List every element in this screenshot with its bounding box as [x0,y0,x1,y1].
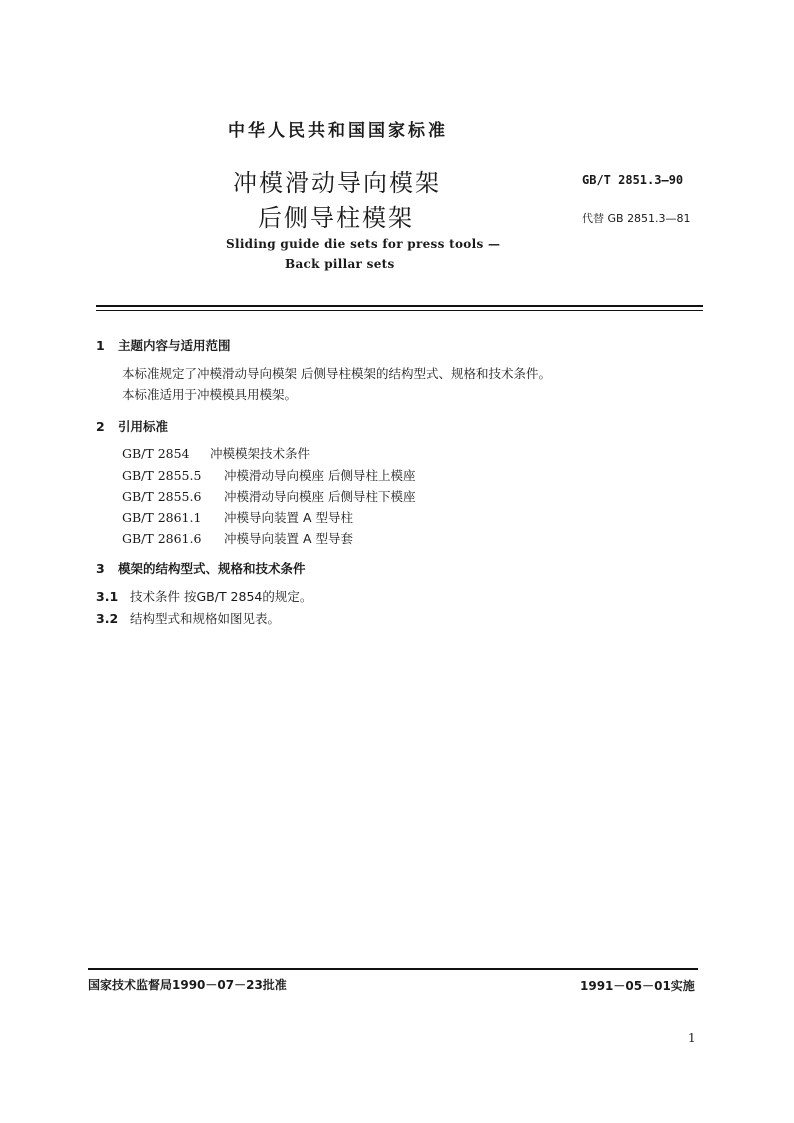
standard-number: GB/T 2851.3—90 [582,173,684,187]
page-number: 1 [688,1031,696,1045]
approval-date: 国家技术监督局1990－07－23批准 [88,978,287,992]
reference-item [122,487,415,505]
reference-code: GB/T 2855.5 [122,468,202,483]
header-divider-thick [96,305,703,307]
reference-item [122,529,353,547]
section-title: 模架的结构型式、规格和技术条件 [118,561,306,576]
reference-code: GB/T 2861.1 [122,510,202,525]
reference-item [122,466,415,484]
subsection-number: 3.2 [96,611,119,626]
reference-item [122,508,353,526]
reference-code: GB/T 2854 [122,446,190,461]
header-divider-thin [96,310,703,311]
reference-title: 冲模模架技术条件 [210,446,311,461]
section-number: 3 [96,561,105,576]
reference-title: 冲模滑动导向模座 后侧导柱上模座 [224,468,416,483]
section-title: 主题内容与适用范围 [118,338,231,353]
subsection-3-2 [96,609,280,627]
reference-title: 冲模滑动导向模座 后侧导柱下模座 [224,489,416,504]
replaces-standard: 代替 GB 2851.3—81 [582,212,691,225]
reference-title: 冲模导向装置 A 型导套 [224,531,353,546]
reference-item [122,444,310,462]
effective-date: 1991－05－01实施 [580,979,695,993]
reference-title: 冲模导向装置 A 型导柱 [224,510,353,525]
section-number: 2 [96,419,105,434]
english-title-line2: Back pillar sets [285,257,395,271]
subsection-number: 3.1 [96,589,119,604]
section-3-heading [96,559,306,577]
english-title-line1: Sliding guide die sets for press tools — [226,237,501,251]
section-1-heading [96,336,231,354]
section-1-paragraph-2: 本标准适用于冲模模具用模架。 [122,387,298,402]
section-1-paragraph-1: 本标准规定了冲模滑动导向模架 后侧导柱模架的结构型式、规格和技术条件。 [122,366,551,381]
section-title: 引用标准 [118,419,169,434]
section-2-heading [96,417,168,435]
reference-code: GB/T 2855.6 [122,489,202,504]
subsection-text: 技术条件 按GB/T 2854的规定。 [130,589,313,604]
issuing-country-header: 中华人民共和国国家标准 [228,121,448,141]
document-title-line1: 冲模滑动导向模架 [233,169,441,197]
subsection-text: 结构型式和规格如图见表。 [130,611,281,626]
reference-code: GB/T 2861.6 [122,531,202,546]
document-title-line2: 后侧导柱模架 [258,204,414,232]
subsection-3-1 [96,587,312,605]
footer-divider [88,968,698,970]
section-number: 1 [96,338,105,353]
